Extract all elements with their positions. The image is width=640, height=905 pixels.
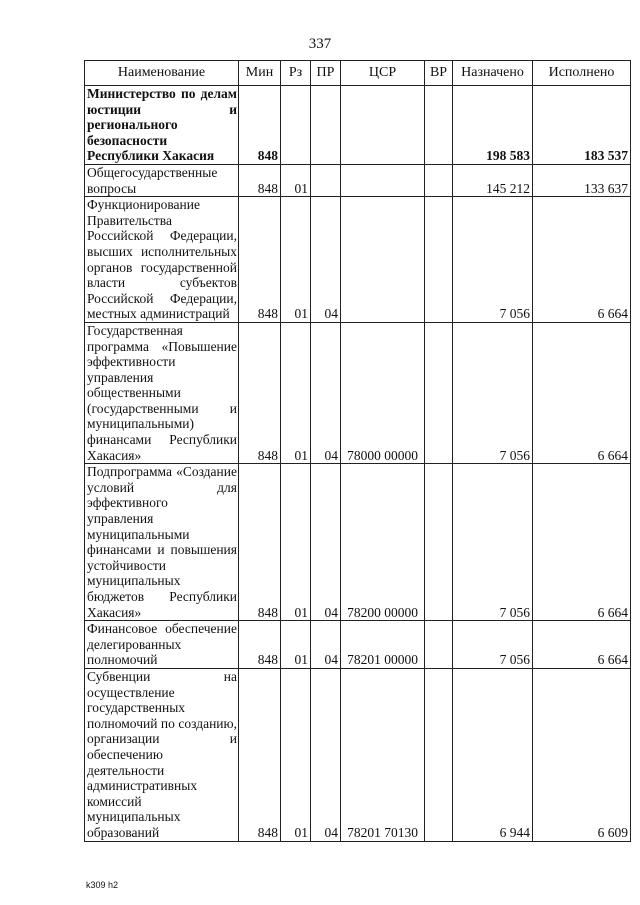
row-rz: 01 [281, 668, 311, 841]
row-assigned: 6 944 [453, 668, 533, 841]
row-vr [425, 197, 453, 323]
header-csr: ЦСР [341, 61, 425, 86]
row-pr [311, 86, 341, 165]
row-executed: 6 664 [533, 464, 631, 621]
row-pr: 04 [311, 668, 341, 841]
header-name: Наименование [85, 61, 239, 86]
table-row [85, 197, 631, 323]
row-csr [341, 164, 425, 196]
row-vr [425, 621, 453, 669]
row-assigned: 7 056 [453, 197, 533, 323]
row-csr [341, 197, 425, 323]
row-rz: 01 [281, 197, 311, 323]
row-assigned: 198 583 [453, 86, 533, 165]
row-name: Подпрограмма «Создание условий для эффективного управления муниципальными финансами и повышения устойчивости муниципальных бюджетов Республики Хакасия» [85, 464, 239, 621]
row-rz: 01 [281, 621, 311, 669]
row-name: Государственная программа «Повышение эффективности управления общественными (государственными и муниципальными) финансами Республики Хакасия» [85, 322, 239, 463]
page-number: 337 [308, 36, 332, 52]
row-pr: 04 [311, 197, 341, 323]
row-name: Общегосударственные вопросы [85, 164, 239, 196]
header-rz: Рз [281, 61, 311, 86]
row-rz [281, 86, 311, 165]
table-row [85, 464, 631, 621]
row-min: 848 [239, 668, 281, 841]
header-assigned: Назначено [453, 61, 533, 86]
budget-table [84, 60, 631, 842]
row-vr [425, 668, 453, 841]
row-min: 848 [239, 322, 281, 463]
row-name: Субвенции на осуществление государственных полномочий по созданию, организации и обеспечению деятельности административных комиссий муниципальных образований [85, 668, 239, 841]
table-row [85, 668, 631, 841]
row-csr: 78200 00000 [341, 464, 425, 621]
row-min: 848 [239, 621, 281, 669]
footer-code: k309 h2 [86, 880, 119, 890]
header-pr: ПР [311, 61, 341, 86]
row-vr [425, 322, 453, 463]
row-executed: 6 664 [533, 621, 631, 669]
table-row [85, 621, 631, 669]
row-name: Финансовое обеспечение делегированных полномочий [85, 621, 239, 669]
header-min: Мин [239, 61, 281, 86]
row-min: 848 [239, 464, 281, 621]
row-executed: 6 664 [533, 322, 631, 463]
row-assigned: 7 056 [453, 464, 533, 621]
row-min: 848 [239, 86, 281, 165]
row-executed: 133 637 [533, 164, 631, 196]
table-row [85, 86, 631, 165]
header-executed: Исполнено [533, 61, 631, 86]
table-row [85, 164, 631, 196]
row-vr [425, 464, 453, 621]
row-pr [311, 164, 341, 196]
row-assigned: 145 212 [453, 164, 533, 196]
row-csr: 78000 00000 [341, 322, 425, 463]
row-executed: 6 664 [533, 197, 631, 323]
row-pr: 04 [311, 464, 341, 621]
table-row [85, 322, 631, 463]
row-pr: 04 [311, 322, 341, 463]
row-assigned: 7 056 [453, 621, 533, 669]
row-min: 848 [239, 197, 281, 323]
row-vr [425, 164, 453, 196]
row-rz: 01 [281, 464, 311, 621]
table-header-row [85, 61, 631, 86]
row-assigned: 7 056 [453, 322, 533, 463]
row-rz: 01 [281, 322, 311, 463]
row-csr: 78201 00000 [341, 621, 425, 669]
row-name: Функционирование Правительства Российской Федерации, высших исполнительных органов государственной власти субъектов Российской Федерации, местных администраций [85, 197, 239, 323]
row-executed: 183 537 [533, 86, 631, 165]
row-name: Министерство по делам юстиции и регионального безопасности Республики Хакасия [85, 86, 239, 165]
row-vr [425, 86, 453, 165]
row-pr: 04 [311, 621, 341, 669]
row-rz: 01 [281, 164, 311, 196]
row-csr: 78201 70130 [341, 668, 425, 841]
row-min: 848 [239, 164, 281, 196]
row-csr [341, 86, 425, 165]
row-executed: 6 609 [533, 668, 631, 841]
header-vr: ВР [425, 61, 453, 86]
